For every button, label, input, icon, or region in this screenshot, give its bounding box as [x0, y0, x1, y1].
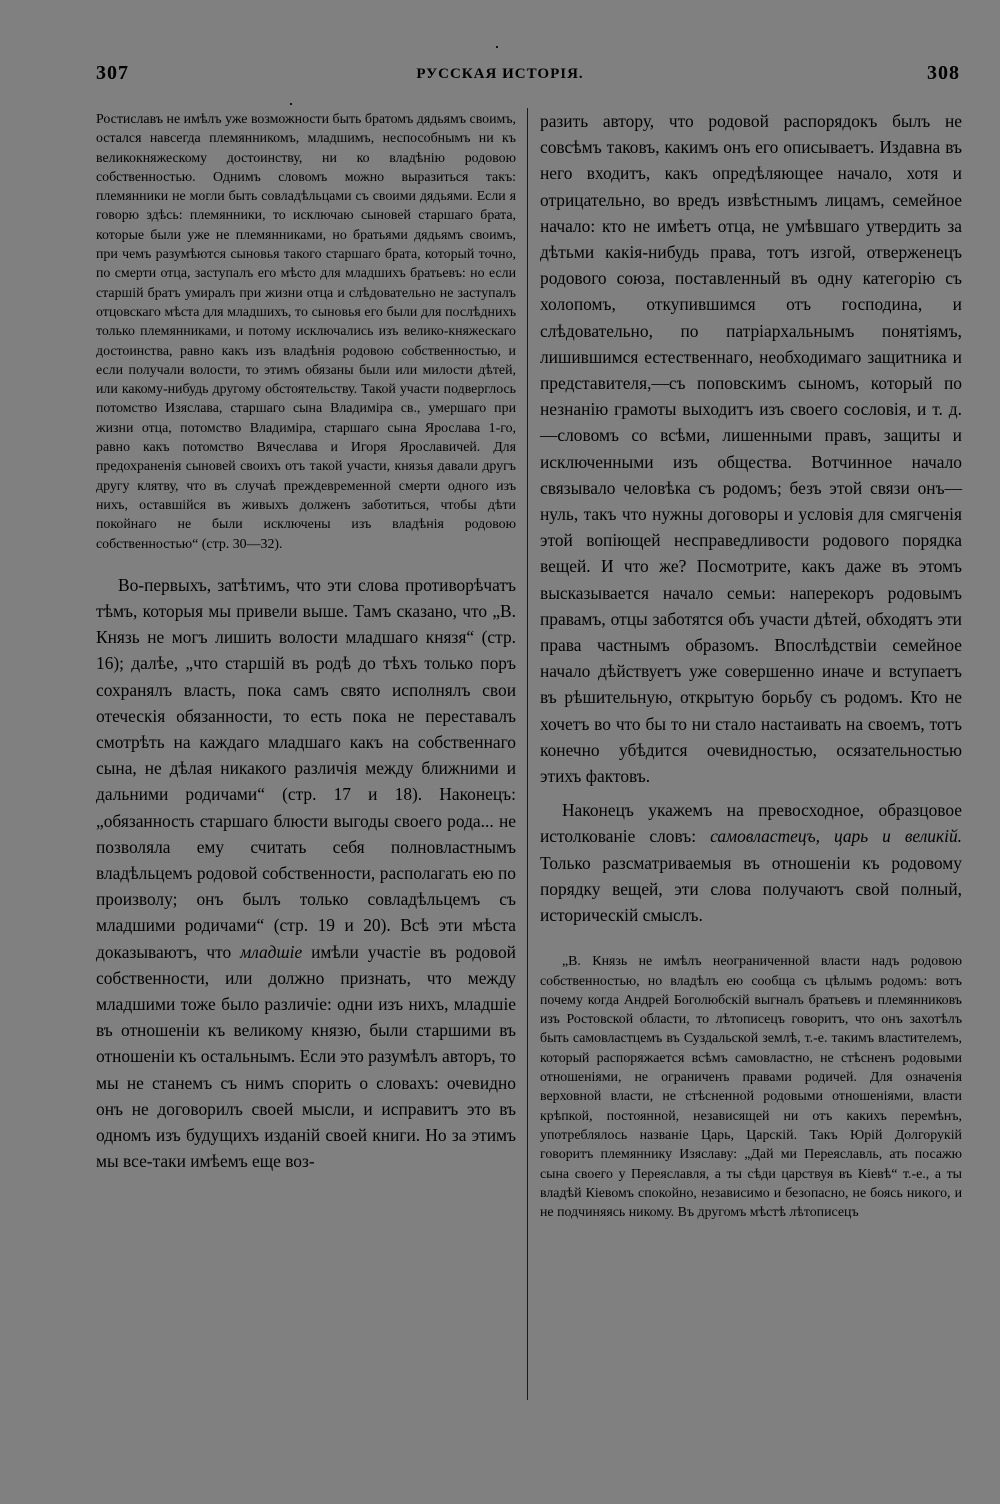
left-body-text: Во-первыхъ, затѣтимъ, что эти слова противорѣчатъ тѣмъ, которыя мы привели выше. Тамъ сказано, что „В. Князь не могъ лишить волости младшаго князя“ (стр. 16); далѣе, „что старшій въ родѣ до тѣхъ только поръ сохранялъ власть, пока самъ свято исполнялъ свои отеческія обязанности, то есть пока не переставалъ смотрѣть на каждаго младшаго какъ на собственнаго сына, не дѣлая никакого различія между ближними и дальними родичами“ (стр. 17 и 18). Наконецъ: „обязанность старшаго блюсти выгоды своего рода... не позволяла ему считать себя полновластнымъ владѣльцемъ родовой собственности, располагать ею по произволу; онъ былъ только совладѣльцемъ съ младшими родичами“ (стр. 19 и 20). Всѣ эти мѣста доказываютъ, что: [96, 574, 516, 962]
left-column: [96, 110, 516, 1175]
column-divider: [527, 108, 528, 1400]
print-speck: [290, 103, 292, 105]
print-speck: [496, 46, 498, 48]
left-body-italic: младшіе: [240, 941, 303, 962]
right-body-paragraph-2: [540, 797, 962, 928]
right-quote-block: „В. Князь не имѣлъ неограниченной власти надъ родовою собственностью, но владѣлъ ею сообща съ цѣлымъ родомъ: вотъ почему когда Андрей Боголюбскій выгналъ братьевъ и племянниковъ изъ Ростовской области, то лѣтописецъ говоритъ, что онъ захотѣлъ быть самовластцемъ въ Суздальской землѣ, т.-е. такимъ властителемъ, который распоряжается всѣмъ самовластно, не стѣсненъ родовыми отношеніями, не ограниченъ правами родичей. Для означенія верховной власти, не стѣсненной родовыми отношеніями, власти крѣпкой, постоянной, независящей ни отъ какихъ перемѣнъ, употреблялось названіе Царь, Царскій. Такъ Юрій Долгорукій говоритъ племяннику Изяславу: „Дай ми Переяславль, ать посажю сына своего у Переяславля, а ты сѣди царствуя въ Кіевѣ“ т.-е., а ты владѣй Кіевомъ спокойно, независимо и безопасно, не боясь никого, и не подчиняясь никому. Въ другомъ мѣстѣ лѣтописецъ: [540, 954, 962, 1221]
left-body-paragraph: [96, 572, 516, 1175]
right-column: [540, 108, 962, 1222]
right-body-italic: самовластецъ, царь и великій.: [710, 826, 963, 847]
running-title: РУССКАЯ ИСТОРІЯ.: [416, 66, 584, 82]
page-number-right: 308: [927, 62, 960, 84]
page-header: [0, 62, 1000, 92]
page-number-left: 307: [96, 62, 129, 84]
left-quote-block: Ростиславъ не имѣлъ уже возможности быть братомъ дядьямъ своимъ, остался навсегда племянникомъ, младшимъ, неспособнымъ ни къ великокняжескому достоинству, ни ко владѣнію родовою собственностью. Однимъ словомъ можно выразиться такъ: племянники не могли быть совладѣльцами съ своими дядьями. Если я говорю здѣсь: племянники, то исключаю сыновей старшаго брата, которые были уже не племянниками, но братьями дядьямъ своимъ, при чемъ разумѣются сыновья такого старшаго брата, который точно, по смерти отца, заступалъ его мѣсто для младшихъ братьевъ: но если старшій братъ умиралъ при жизни отца и слѣдовательно не заступалъ отцовскаго мѣста для младшихъ, то сыновья его были для послѣднихъ только племянниками, и потому исключались изъ велико-княжескаго достоинства, равно какъ изъ владѣнія родовою собственностью, и если получали волости, то этимъ обязаны были или милости дѣтей, или какому-нибудь другому обстоятельству. Такой участи подверглось потомство Изяслава, старшаго сына Владиміра св., умершаго при жизни отца, потомство Владиміра, старшаго сына Ярослава 1-го, равно какъ потомство Вячеслава и Игоря Ярославичей. Для предохраненія сыновей своихъ отъ такой участи, князья давали другъ другу клятву, что въ случаѣ преждевременной смерти одного изъ нихъ, оставшійся въ живыхъ долженъ заботиться, чтобы дѣти покойнаго не были исключены изъ владѣнія родовою собственностью“ (стр. 30—32).: [96, 112, 516, 552]
right-body-paragraph-1: разить автору, что родовой распорядокъ былъ не совсѣмъ таковъ, какимъ онъ его описываетъ. Издавна въ него входитъ, какъ опредѣляющее начало, хотя и отрицательно, во вредъ извѣстнымъ лицамъ, семейное начало: кто не имѣетъ отца, не умѣвшаго утвердить за дѣтьми какія-нибудь права, тотъ изгой, отверженецъ родового союза, поставленный въ одну категорію съ холопомъ, откупившимся отъ господина, и слѣдовательно, по патріархальнымъ понятіямъ, лишившимся естественнаго, необходимаго защитника и представителя,—съ поповскимъ сыномъ, который по незнанію грамоты выходитъ изъ своего сословія, и т. д.—словомъ со всѣми, лишенными правъ, защиты и исключенными изъ общества. Вотчинное начало связывало человѣка съ родомъ; безъ этой связи онъ—нуль, такъ что нужны договоры и условія для смягченія этой вопіющей несправедливости родового порядка вещей. И что же? Посмотрите, какъ даже въ этомъ высказывается начало семьи: наперекоръ родовымъ правамъ, отцы заботятся объ участи дѣтей, обходятъ эти права частнымъ образомъ. Впослѣдствіи семейное начало дѣйствуетъ уже совершенно иначе и вступаетъ въ рѣшительную, открытую борьбу съ родомъ. Кто не хочетъ во что бы то ни стало настаивать на своемъ, тотъ конечно убѣдится очевидностью, осязательностью этихъ фактовъ.: [540, 111, 962, 787]
left-body-text-end: имѣли участіе въ родовой собственности, или должно признать, что между младшими тоже было различіе: одни изъ нихъ, младшіе въ отношеніи къ великому князю, были старшими въ отношеніи къ остальнымъ. Если это разумѣлъ авторъ, то мы не станемъ съ нимъ спорить о словахъ: очевидно онъ не договорилъ своей мысли, и исправитъ это въ одномъ изъ будущихъ изданій своей книги. Но за этимъ мы все-таки имѣемъ еще воз-: [96, 941, 516, 1172]
right-body-text-end: Только разсматриваемыя въ отношеніи къ родовому порядку вещей, эти слова получаютъ свой полный, историческій смыслъ.: [540, 852, 962, 926]
right-body-text: Наконецъ укажемъ на превосходное, образцовое истолкованіе словъ:: [540, 800, 962, 847]
